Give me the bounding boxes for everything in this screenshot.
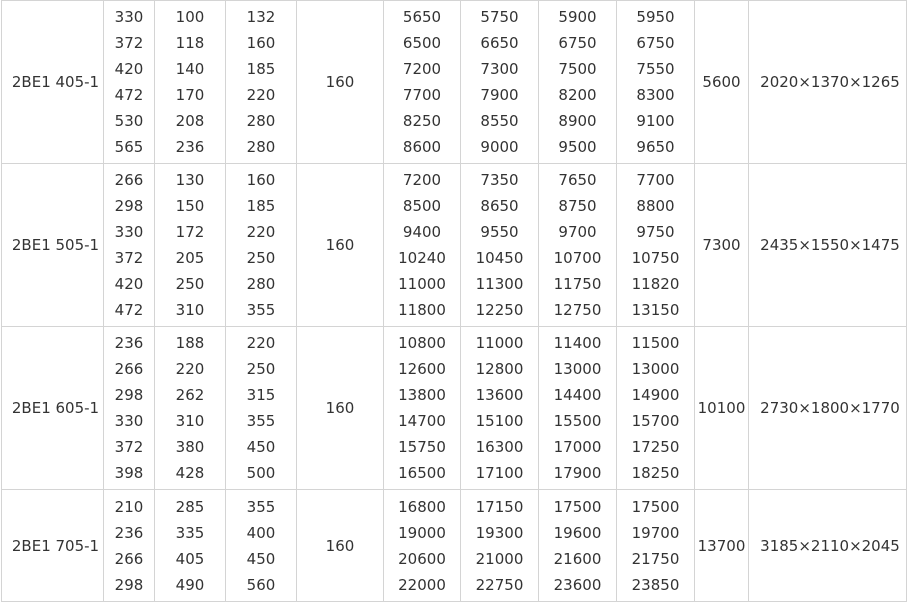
cell-value: 9700 [558,223,597,241]
power-b-cell [226,164,297,327]
cell-value: 13000 [631,360,680,378]
cell-value: 10750 [631,249,680,267]
model-cell: 2BE1 505-1 [2,164,104,327]
cell-value: 19600 [553,523,602,542]
flow-a-cell [384,327,461,490]
cell-value: 12750 [553,301,602,319]
power-a-cell [155,164,226,327]
cell-value: 14900 [631,386,680,404]
cell-value: 130 [175,171,205,189]
cell-value: 14700 [398,412,446,430]
cell-value: 9500 [558,138,597,156]
cell-value: 236 [114,523,144,542]
cell-value: 220 [175,360,205,378]
cell-value: 298 [114,197,144,215]
cell-value: 5650 [402,8,442,26]
cell-value: 170 [175,86,205,104]
pressure-cell: 160 [297,327,384,490]
model-cell: 2BE1 605-1 [2,327,104,490]
cell-value: 7350 [480,171,519,189]
cell-value: 185 [246,197,276,215]
flow-d-cell [617,164,695,327]
cell-value: 420 [114,60,144,78]
cell-value: 5950 [636,8,675,26]
cell-value: 5900 [558,8,597,26]
cell-value: 6750 [558,34,597,52]
power-a-cell [155,490,226,602]
cell-value: 12800 [475,360,524,378]
cell-value: 118 [175,34,205,52]
cell-value: 18250 [631,464,680,482]
cell-value: 10700 [553,249,602,267]
dimensions-cell: 2435×1550×1475 [749,164,907,327]
table-row [2,490,907,602]
cell-value: 12600 [398,360,446,378]
weight-cell: 10100 [695,327,749,490]
cell-value: 9400 [402,223,442,241]
cell-value: 188 [175,334,205,352]
cell-value: 220 [246,334,276,352]
cell-value: 17150 [475,497,524,516]
cell-value: 7300 [480,60,519,78]
cell-value: 330 [114,8,144,26]
cell-value: 9550 [480,223,519,241]
cell-value: 21000 [475,549,524,568]
cell-value: 8800 [636,197,675,215]
cell-value: 7700 [402,86,442,104]
cell-value: 8600 [402,138,442,156]
flow-c-cell [539,1,617,164]
flow-b-cell [461,164,539,327]
cell-value: 7700 [636,171,675,189]
cell-value: 310 [175,412,205,430]
flow-d-cell [617,1,695,164]
cell-value: 15700 [631,412,680,430]
power-a-cell [155,327,226,490]
cell-value: 160 [246,34,276,52]
cell-value: 17500 [631,497,680,516]
cell-value: 14400 [553,386,602,404]
table-row [2,327,907,490]
cell-value: 19300 [475,523,524,542]
cell-value: 266 [114,171,144,189]
cell-value: 11750 [553,275,602,293]
cell-value: 355 [246,301,276,319]
flow-d-cell [617,490,695,602]
flow-b-cell [461,490,539,602]
cell-value: 150 [175,197,205,215]
cell-value: 21600 [553,549,602,568]
speed-cell [104,164,155,327]
cell-value: 19000 [398,523,446,542]
cell-value: 405 [175,549,205,568]
cell-value: 450 [246,438,276,456]
cell-value: 16800 [398,497,446,516]
weight-cell: 13700 [695,490,749,602]
cell-value: 330 [114,223,144,241]
table-body [2,1,907,602]
cell-value: 17250 [631,438,680,456]
cell-value: 17100 [475,464,524,482]
cell-value: 400 [246,523,276,542]
cell-value: 23850 [631,575,680,594]
cell-value: 21750 [631,549,680,568]
cell-value: 372 [114,249,144,267]
cell-value: 11500 [631,334,680,352]
cell-value: 16500 [398,464,446,482]
flow-a-cell [384,490,461,602]
cell-value: 285 [175,497,205,516]
cell-value: 266 [114,549,144,568]
model-cell: 2BE1 705-1 [2,490,104,602]
cell-value: 208 [175,112,205,130]
cell-value: 450 [246,549,276,568]
cell-value: 11300 [475,275,524,293]
power-b-cell [226,490,297,602]
cell-value: 236 [175,138,205,156]
dimensions-cell: 3185×2110×2045 [749,490,907,602]
cell-value: 355 [246,412,276,430]
flow-a-cell [384,1,461,164]
cell-value: 310 [175,301,205,319]
cell-value: 13000 [553,360,602,378]
cell-value: 15500 [553,412,602,430]
flow-d-cell [617,327,695,490]
speed-cell [104,490,155,602]
cell-value: 22750 [475,575,524,594]
cell-value: 185 [246,60,276,78]
power-a-cell [155,1,226,164]
cell-value: 11820 [631,275,680,293]
cell-value: 335 [175,523,205,542]
cell-value: 428 [175,464,205,482]
power-b-cell [226,1,297,164]
cell-value: 11800 [398,301,446,319]
cell-value: 172 [175,223,205,241]
cell-value: 132 [246,8,276,26]
flow-c-cell [539,490,617,602]
cell-value: 280 [246,275,276,293]
cell-value: 330 [114,412,144,430]
cell-value: 6650 [480,34,519,52]
power-b-cell [226,327,297,490]
cell-value: 298 [114,575,144,594]
cell-value: 250 [246,249,276,267]
cell-value: 8550 [480,112,519,130]
cell-value: 11000 [398,275,446,293]
table-row [2,164,907,327]
cell-value: 11000 [475,334,524,352]
cell-value: 472 [114,86,144,104]
cell-value: 8750 [558,197,597,215]
cell-value: 13800 [398,386,446,404]
weight-cell: 5600 [695,1,749,164]
cell-value: 10450 [475,249,524,267]
cell-value: 280 [246,138,276,156]
cell-value: 10240 [398,249,446,267]
cell-value: 13600 [475,386,524,404]
cell-value: 12250 [475,301,524,319]
speed-cell [104,1,155,164]
cell-value: 490 [175,575,205,594]
cell-value: 20600 [398,549,446,568]
cell-value: 11400 [553,334,602,352]
cell-value: 220 [246,86,276,104]
flow-b-cell [461,327,539,490]
cell-value: 140 [175,60,205,78]
cell-value: 380 [175,438,205,456]
cell-value: 250 [246,360,276,378]
cell-value: 220 [246,223,276,241]
weight-cell: 7300 [695,164,749,327]
dimensions-cell: 2730×1800×1770 [749,327,907,490]
flow-b-cell [461,1,539,164]
cell-value: 372 [114,438,144,456]
cell-value: 22000 [398,575,446,594]
flow-c-cell [539,327,617,490]
cell-value: 9650 [636,138,675,156]
cell-value: 262 [175,386,205,404]
cell-value: 8250 [402,112,442,130]
cell-value: 9000 [480,138,519,156]
cell-value: 9100 [636,112,675,130]
cell-value: 500 [246,464,276,482]
cell-value: 560 [246,575,276,594]
cell-value: 17000 [553,438,602,456]
cell-value: 19700 [631,523,680,542]
cell-value: 6750 [636,34,675,52]
cell-value: 17500 [553,497,602,516]
cell-value: 210 [114,497,144,516]
cell-value: 372 [114,34,144,52]
flow-c-cell [539,164,617,327]
cell-value: 7900 [480,86,519,104]
model-cell: 2BE1 405-1 [2,1,104,164]
cell-value: 420 [114,275,144,293]
cell-value: 6500 [402,34,442,52]
cell-value: 16300 [475,438,524,456]
cell-value: 530 [114,112,144,130]
speed-cell [104,327,155,490]
cell-value: 8900 [558,112,597,130]
flow-a-cell [384,164,461,327]
pressure-cell: 160 [297,490,384,602]
cell-value: 266 [114,360,144,378]
cell-value: 7650 [558,171,597,189]
cell-value: 10800 [398,334,446,352]
dimensions-cell: 2020×1370×1265 [749,1,907,164]
cell-value: 472 [114,301,144,319]
cell-value: 15750 [398,438,446,456]
cell-value: 205 [175,249,205,267]
cell-value: 13150 [631,301,680,319]
cell-value: 7200 [402,171,442,189]
cell-value: 8500 [402,197,442,215]
cell-value: 8200 [558,86,597,104]
cell-value: 8300 [636,86,675,104]
pressure-cell: 160 [297,1,384,164]
cell-value: 7550 [636,60,675,78]
cell-value: 17900 [553,464,602,482]
table-row [2,1,907,164]
cell-value: 280 [246,112,276,130]
cell-value: 160 [246,171,276,189]
cell-value: 7200 [402,60,442,78]
cell-value: 100 [175,8,205,26]
cell-value: 7500 [558,60,597,78]
cell-value: 315 [246,386,276,404]
cell-value: 355 [246,497,276,516]
cell-value: 15100 [475,412,524,430]
cell-value: 298 [114,386,144,404]
spec-table [1,0,907,602]
cell-value: 8650 [480,197,519,215]
cell-value: 236 [114,334,144,352]
cell-value: 398 [114,464,144,482]
cell-value: 5750 [480,8,519,26]
cell-value: 9750 [636,223,675,241]
cell-value: 250 [175,275,205,293]
cell-value: 23600 [553,575,602,594]
cell-value: 565 [114,138,144,156]
pressure-cell: 160 [297,164,384,327]
